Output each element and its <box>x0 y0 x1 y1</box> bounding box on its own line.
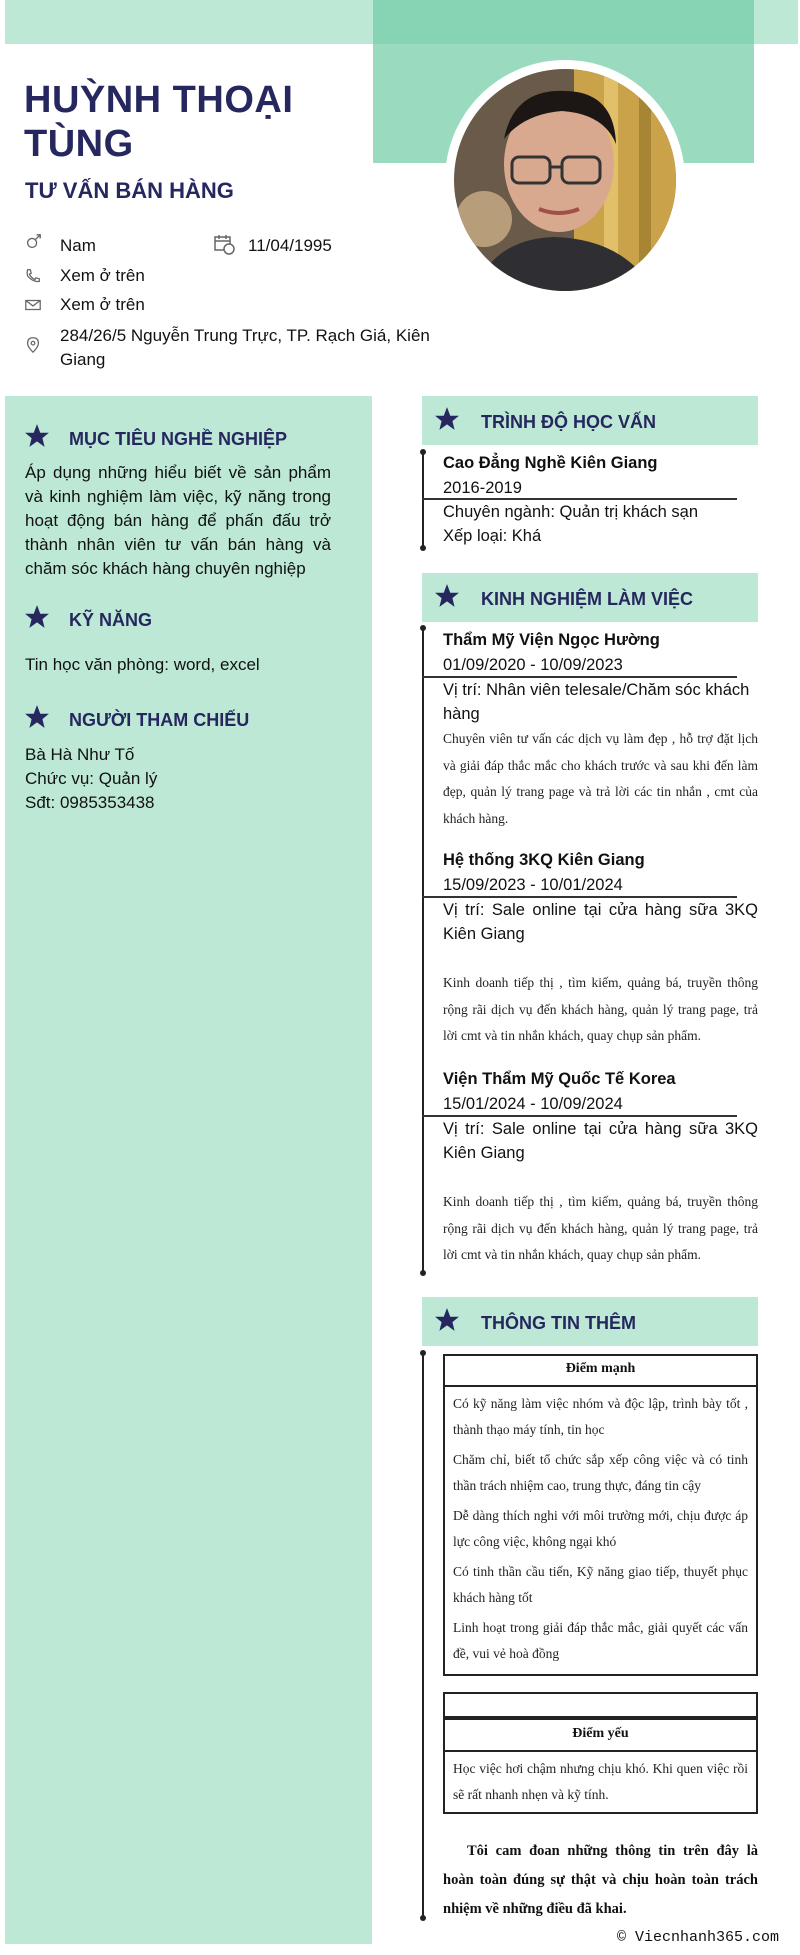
phone-value: Xem ở trên <box>60 266 145 285</box>
full-name: HUỲNH THOẠI TÙNG <box>24 79 294 165</box>
job-period: 15/09/2023 - 10/01/2024 <box>443 876 623 894</box>
job-position: Vị trí: Sale online tại cửa hàng sữa 3KQ Kiên Giang <box>443 1120 758 1162</box>
extra-info-heading: THÔNG TIN THÊM <box>481 1313 636 1333</box>
weakness-box <box>443 1718 758 1814</box>
commitment-text: Tôi cam đoan những thông tin trên đây là hoàn toàn đúng sự thật và chịu hoàn toàn trách nhiệm về những điều đã khai. <box>443 1843 758 1917</box>
empty-box <box>443 1692 758 1718</box>
skills-text: Tin học văn phòng: word, excel <box>25 655 260 674</box>
gender-value: Nam <box>60 236 96 255</box>
weakness-title: Điểm yếu <box>445 1720 756 1752</box>
timeline-dot <box>420 1915 426 1921</box>
company-name: Thẩm Mỹ Viện Ngọc Hường <box>443 631 660 649</box>
timeline-dot <box>420 1270 426 1276</box>
strength-item: Chăm chỉ, biết tổ chức sắp xếp công việc và có tinh thần trách nhiệm cao, trung thực, đáng tin cậy <box>453 1452 748 1493</box>
star-icon <box>24 604 50 630</box>
job-position: Vị trí: Nhân viên telesale/Chăm sóc khách hàng <box>443 681 750 723</box>
profile-photo <box>454 69 676 291</box>
timeline-dot <box>420 545 426 551</box>
star-icon <box>434 406 460 432</box>
education-years: 2016-2019 <box>443 479 522 497</box>
reference-line: Sđt: 0985353438 <box>25 793 155 812</box>
education-major: Chuyên ngành: Quản trị khách sạn <box>443 503 699 521</box>
star-icon <box>24 704 50 730</box>
job-period: 15/01/2024 - 10/09/2024 <box>443 1095 623 1113</box>
experience-heading: KINH NGHIỆM LÀM VIỆC <box>481 589 694 609</box>
job-description: Kinh doanh tiếp thị , tìm kiếm, quảng bá, truyền thông rộng rãi dịch vụ đến khách hàng, quản lý trang page, trả lời cmt và tin nhắn khách, quay chụp sản phẩm. <box>443 975 758 1043</box>
strength-item: Dễ dàng thích nghi với môi trường mới, chịu được áp lực công việc, không ngại khó <box>453 1508 748 1549</box>
timeline-line <box>422 628 424 1273</box>
footer-watermark: © Viecnhanh365.com <box>617 1929 780 1946</box>
address-value: 284/26/5 Nguyễn Trung Trực, TP. Rạch Giá, Kiên Giang <box>60 326 430 369</box>
timeline-dot <box>420 1350 426 1356</box>
location-icon <box>24 336 42 359</box>
phone-icon <box>24 267 42 290</box>
birthdate-value: 11/04/1995 <box>248 236 332 255</box>
left-column <box>5 396 372 1944</box>
strength-item: Có tinh thần cầu tiến, Kỹ năng giao tiếp, thuyết phục khách hàng tốt <box>453 1564 748 1605</box>
mail-icon <box>24 296 42 319</box>
reference-line: Chức vụ: Quản lý <box>25 769 158 788</box>
job-title: TƯ VẤN BÁN HÀNG <box>25 178 234 203</box>
school-name: Cao Đẳng Nghề Kiên Giang <box>443 454 658 472</box>
company-name: Hệ thống 3KQ Kiên Giang <box>443 851 645 869</box>
references-heading: NGƯỜI THAM CHIẾU <box>69 710 250 730</box>
timeline-line <box>422 1353 424 1918</box>
job-period: 01/09/2020 - 10/09/2023 <box>443 656 623 674</box>
education-heading: TRÌNH ĐỘ HỌC VẤN <box>481 412 656 432</box>
timeline-dot <box>420 625 426 631</box>
star-icon <box>24 423 50 449</box>
gender-icon <box>24 233 42 256</box>
objective-heading: MỤC TIÊU NGHỀ NGHIỆP <box>69 429 288 449</box>
weakness-text: Học việc hơi chậm nhưng chịu khó. Khi quen việc rồi sẽ rất nhanh nhẹn và kỹ tính. <box>453 1761 748 1802</box>
job-description: Chuyên viên tư vấn các dịch vụ làm đẹp , hỗ trợ đặt lịch và giải đáp thắc mắc cho khách trước và sau khi đến làm đẹp, quản lý trang page và trả lời các tin nhắn , cmt của khách hàng. <box>443 731 758 826</box>
star-icon <box>434 583 460 609</box>
timeline-dot <box>420 449 426 455</box>
strengths-title: Điểm mạnh <box>445 1356 756 1387</box>
strength-item: Có kỹ năng làm việc nhóm và độc lập, trình bày tốt , thành thạo máy tính, tin học <box>453 1396 748 1437</box>
strengths-box <box>443 1354 758 1676</box>
objective-text: Áp dụng những hiểu biết về sản phẩm và kinh nghiệm làm việc, kỹ năng trong hoạt động bán hàng để phấn đấu trở thành nhân viên tư vấn bán hàng và chăm sóc khách hàng chuyên nghiệp <box>25 463 331 578</box>
company-name: Viện Thẩm Mỹ Quốc Tế Korea <box>443 1070 676 1088</box>
calendar-icon <box>213 233 235 260</box>
job-position: Vị trí: Sale online tại cửa hàng sữa 3KQ Kiên Giang <box>443 901 758 943</box>
job-description: Kinh doanh tiếp thị , tìm kiếm, quảng bá, truyền thông rộng rãi dịch vụ đến khách hàng, quản lý trang page, trả lời cmt và tin nhắn khách, quay chụp sản phẩm. <box>443 1194 758 1262</box>
reference-line: Bà Hà Như Tố <box>25 745 135 764</box>
education-grade: Xếp loại: Khá <box>443 527 542 545</box>
star-icon <box>434 1307 460 1333</box>
skills-heading: KỸ NĂNG <box>69 610 153 630</box>
email-value: Xem ở trên <box>60 295 145 314</box>
timeline-line <box>422 452 424 548</box>
strength-item: Linh hoạt trong giải đáp thắc mắc, giải quyết các vấn đề, vui vẻ hoà đồng <box>453 1620 748 1661</box>
